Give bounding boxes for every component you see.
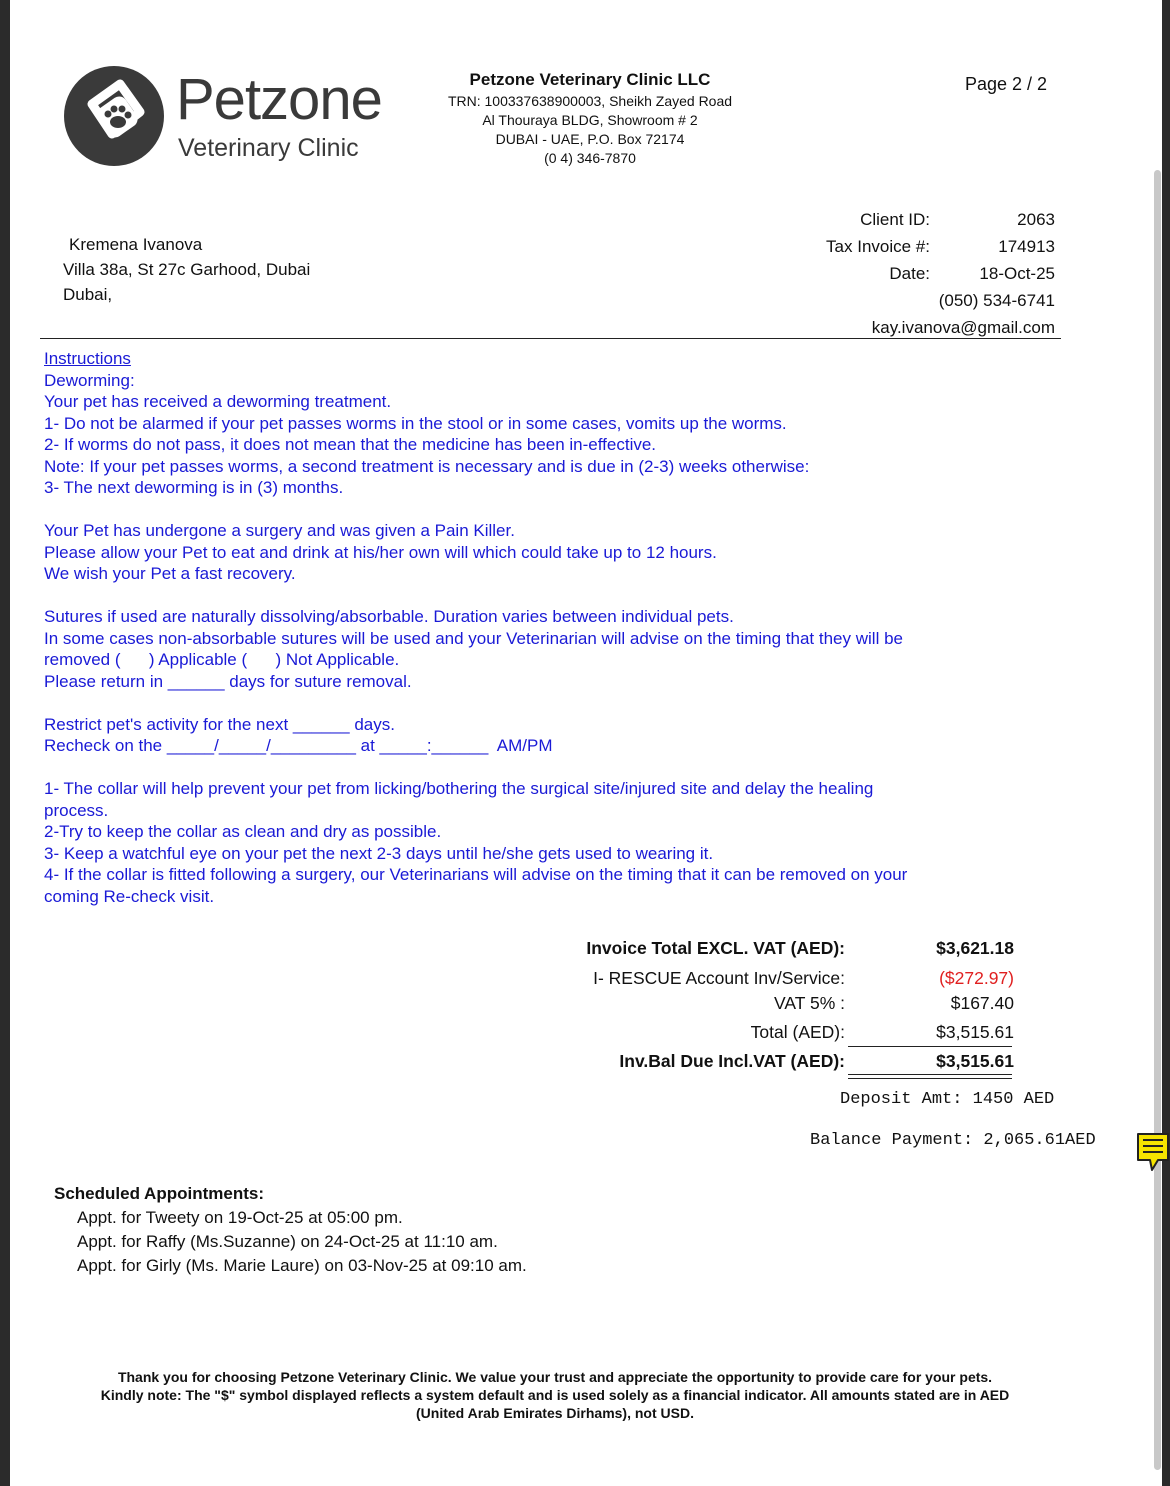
rescue-label: I- RESCUE Account Inv/Service: [593,968,845,988]
rescue-value: ($272.97) [939,968,1014,988]
instruction-line: Deworming: [44,370,135,390]
instruction-spacer [44,692,1024,714]
footer-note [55,1368,1055,1422]
clinic-city: DUBAI - UAE, P.O. Box 72174 [495,131,685,147]
instruction-line: Your Pet has undergone a surgery and was given a Pain Killer. [44,521,515,540]
instructions-title: Instructions [44,349,131,368]
instruction-line: process. [44,800,109,820]
instruction-line: 4- If the collar is fitted following a surgery, our Veterinarians will advise on the timing that it can be removed on your [44,865,908,884]
footer-line2: Kindly note: The "$" symbol displayed reflects a system default and is used solely as a financial indicator. All amounts stated are in AED [100,1387,1010,1403]
client-phone: (050) 534-6741 [938,291,1055,310]
client-email: kay.ivanova@gmail.com [871,318,1055,337]
window-right-edge [1162,0,1170,1486]
instruction-line: 3- The next deworming is in (3) months. [44,478,344,497]
instruction-spacer [44,499,1024,521]
instruction-line: Sutures if used are naturally dissolving/absorbable. Duration varies between individual pets. [44,607,734,626]
balance-payment: Balance Payment: 2,065.61AED [810,1131,1096,1150]
balance-due-double-underline [848,1074,1012,1079]
instruction-line: 1- Do not be alarmed if your pet passes worms in the stool or in some cases, vomits up the worms. [44,413,787,433]
total-value: $3,515.61 [936,1022,1014,1042]
total-excl-vat-row [540,938,1020,964]
total-excl-vat-value: $3,621.18 [936,938,1014,958]
window-left-edge [0,0,10,1486]
clinic-logo [62,64,382,174]
note-comment-icon[interactable] [1136,1130,1170,1174]
invoice-number-value: 174913 [998,237,1055,256]
clinic-building: Al Thouraya BLDG, Showroom # 2 [482,112,698,128]
vat-value: $167.40 [950,993,1014,1013]
total-row [540,1022,1020,1048]
total-label: Total (AED): [750,1022,845,1042]
vat-row [540,993,1020,1019]
clinic-phone: (0 4) 346-7870 [544,150,636,166]
scheduled-appointments [54,1182,527,1278]
instruction-spacer [44,585,1024,607]
client-address-line2: Dubai, [63,285,113,304]
instruction-line: coming Re-check visit. [44,886,215,906]
instruction-line: Please allow your Pet to eat and drink at his/her own will which could take up to 12 hours. [44,542,717,562]
paw-icon [62,64,166,168]
client-name: Kremena Ivanova [69,235,203,254]
appointments-title: Scheduled Appointments: [54,1184,264,1203]
date-value: 18-Oct-25 [979,264,1055,283]
client-id-value: 2063 [1017,210,1055,229]
logo-tagline: Veterinary Clinic [178,134,359,162]
invoice-number-label: Tax Invoice #: [826,237,930,256]
total-excl-vat-label: Invoice Total EXCL. VAT (AED): [586,938,845,958]
instruction-line: 2- If worms do not pass, it does not mean that the medicine has been in-effective. [44,435,657,454]
deposit-amount: Deposit Amt: 1450 AED [840,1090,1055,1109]
instruction-line: removed ( ) Applicable ( ) Not Applicable. [44,650,400,669]
clinic-name: Petzone Veterinary Clinic LLC [469,70,711,89]
logo-name: Petzone [176,67,382,132]
instruction-line: Recheck on the _____/_____/_________ at _____:______ AM/PM [44,736,553,755]
vertical-scrollbar[interactable] [1154,170,1161,1470]
appointment-item: Appt. for Girly (Ms. Marie Laure) on 03-Nov-25 at 09:10 am. [77,1256,527,1275]
instruction-line: Please return in ______ days for suture removal. [44,671,412,691]
invoice-meta [780,206,1055,341]
total-underline [848,1046,1012,1047]
date-label: Date: [889,264,930,283]
appointment-item: Appt. for Raffy (Ms.Suzanne) on 24-Oct-25 at 11:10 am. [77,1232,498,1251]
header-divider [40,338,1061,339]
instruction-spacer [44,757,1024,779]
instruction-line: Restrict pet's activity for the next ______ days. [44,714,395,734]
page-number: Page 2 / 2 [965,74,1048,94]
instruction-line: 3- Keep a watchful eye on your pet the next 2-3 days until he/she gets used to wearing it. [44,843,714,863]
appointment-item: Appt. for Tweety on 19-Oct-25 at 05:00 pm. [77,1208,403,1227]
rescue-row [540,968,1020,994]
instruction-line: We wish your Pet a fast recovery. [44,564,296,583]
balance-due-label: Inv.Bal Due Incl.VAT (AED): [619,1051,845,1071]
footer-line1: Thank you for choosing Petzone Veterinary Clinic. We value your trust and appreciate the opportunity to provide care for your pets. [117,1369,993,1385]
client-address-line1: Villa 38a, St 27c Garhood, Dubai [63,260,311,279]
instruction-line: 2-Try to keep the collar as clean and dry as possible. [44,822,442,841]
instructions-section [44,348,1024,907]
instruction-line: 1- The collar will help prevent your pet from licking/bothering the surgical site/injured site and delay the healing [44,779,874,798]
instruction-line: In some cases non-absorbable sutures will be used and your Veterinarian will advise on the timing that they will be [44,628,903,648]
balance-due-value: $3,515.61 [936,1051,1014,1071]
clinic-header [420,70,760,168]
client-address [63,232,310,307]
client-id-label: Client ID: [860,210,930,229]
footer-line3: (United Arab Emirates Dirhams), not USD. [416,1405,694,1421]
vat-label: VAT 5% : [774,993,845,1013]
clinic-trn: TRN: 100337638900003, Sheikh Zayed Road [447,93,733,109]
instruction-line: Note: If your pet passes worms, a second treatment is necessary and is due in (2-3) weeks otherwise: [44,456,810,476]
instruction-line: Your pet has received a deworming treatment. [44,392,392,411]
instructions-lines [44,370,1024,908]
